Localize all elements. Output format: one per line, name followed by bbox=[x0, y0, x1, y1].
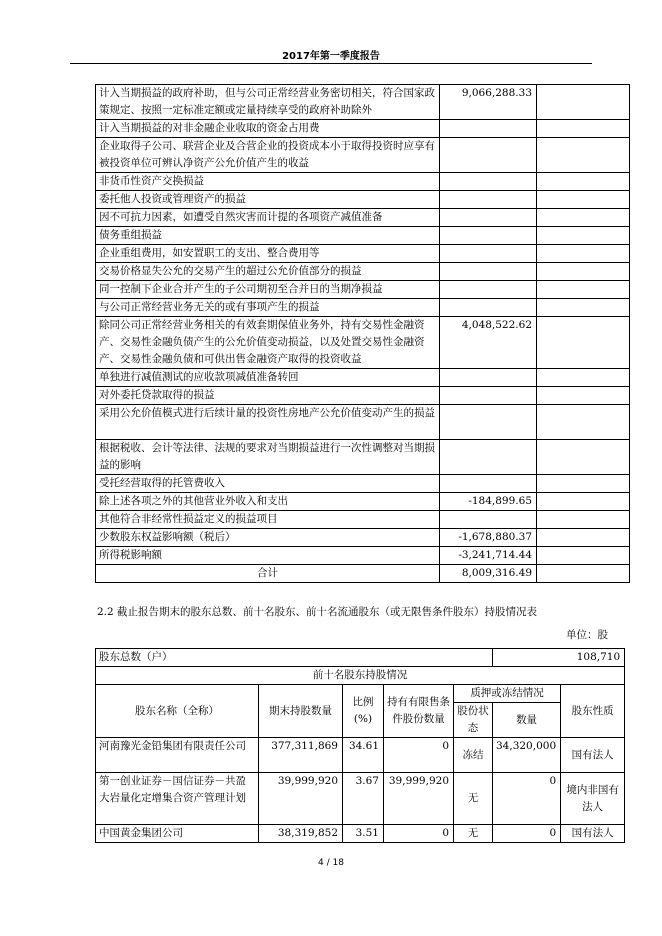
gain-amount bbox=[440, 475, 537, 493]
col-header-nature: 股东性质 bbox=[561, 685, 625, 738]
gain-item: 计入当期损益的政府补助，但与公司正常经营业务密切相关，符合国家政策规定、按照一定标准定额或定量持续享受的政府补助除外 bbox=[96, 85, 440, 120]
shareholders-table bbox=[95, 648, 625, 843]
gain-note bbox=[537, 405, 630, 440]
gain-note bbox=[537, 440, 630, 475]
gain-row bbox=[96, 209, 630, 227]
gain-row bbox=[96, 475, 630, 493]
gain-amount bbox=[440, 405, 537, 440]
shareholder-ratio: 3.51 bbox=[343, 825, 384, 843]
unit-label: 单位：股 bbox=[566, 629, 608, 641]
col-header-name: 股东名称（全称） bbox=[96, 685, 259, 738]
gain-amount bbox=[440, 299, 537, 317]
gain-item: 企业重组费用，如安置职工的支出、整合费用等 bbox=[96, 245, 440, 263]
shareholder-shares: 38,319,852 bbox=[259, 825, 343, 843]
non-recurring-gains-body bbox=[96, 85, 630, 583]
shareholder-restricted: 0 bbox=[384, 825, 454, 843]
col-header-pledge-qty: 数量 bbox=[493, 703, 561, 738]
gain-note bbox=[537, 547, 630, 565]
gain-note bbox=[537, 299, 630, 317]
shareholder-pledge-status: 无 bbox=[454, 825, 493, 843]
gain-row bbox=[96, 440, 630, 475]
gain-row bbox=[96, 173, 630, 191]
gain-item: 所得税影响额 bbox=[96, 547, 440, 565]
gain-item: 除上述各项之外的其他营业外收入和支出 bbox=[96, 493, 440, 511]
gain-amount bbox=[440, 387, 537, 405]
gain-amount bbox=[440, 440, 537, 475]
gain-note bbox=[537, 245, 630, 263]
gain-row bbox=[96, 263, 630, 281]
shareholder-row bbox=[96, 825, 625, 843]
gain-row bbox=[96, 493, 630, 511]
header-row-1 bbox=[96, 685, 625, 703]
gain-note bbox=[537, 120, 630, 138]
gain-item: 同一控制下企业合并产生的子公司期初至合并日的当期净损益 bbox=[96, 281, 440, 299]
gain-amount bbox=[440, 191, 537, 209]
gain-note bbox=[537, 138, 630, 173]
shareholder-total-row bbox=[96, 649, 625, 667]
gain-row bbox=[96, 317, 630, 369]
gain-row bbox=[96, 511, 630, 529]
gain-row bbox=[96, 138, 630, 173]
gain-note bbox=[537, 475, 630, 493]
top10-title: 前十名股东持股情况 bbox=[96, 667, 625, 685]
gain-item: 计入当期损益的对非金融企业收取的资金占用费 bbox=[96, 120, 440, 138]
gain-item: 采用公允价值模式进行后续计量的投资性房地产公允价值变动产生的损益 bbox=[96, 405, 440, 440]
gain-note bbox=[537, 387, 630, 405]
gain-row bbox=[96, 299, 630, 317]
gain-amount bbox=[440, 245, 537, 263]
gain-amount bbox=[440, 281, 537, 299]
gain-row bbox=[96, 281, 630, 299]
gain-amount bbox=[440, 263, 537, 281]
shareholder-nature: 国有法人 bbox=[561, 825, 625, 843]
gain-row bbox=[96, 529, 630, 547]
shareholder-ratio: 34.61 bbox=[343, 738, 384, 773]
gain-row bbox=[96, 405, 630, 440]
col-header-pledge-group: 质押或冻结情况 bbox=[454, 685, 561, 703]
shareholders-body bbox=[96, 738, 625, 843]
gain-amount: 4,048,522.62 bbox=[440, 317, 537, 369]
page-number: 4 / 18 bbox=[318, 858, 344, 868]
gain-note bbox=[537, 493, 630, 511]
gain-item: 对外委托贷款取得的损益 bbox=[96, 387, 440, 405]
gain-note bbox=[537, 281, 630, 299]
gain-row bbox=[96, 191, 630, 209]
shareholder-nature: 境内非国有法人 bbox=[561, 773, 625, 825]
gain-note bbox=[537, 511, 630, 529]
gain-item: 少数股东权益影响额（税后） bbox=[96, 529, 440, 547]
col-header-pledge-status: 股份状态 bbox=[454, 703, 493, 738]
gain-amount bbox=[440, 227, 537, 245]
shareholder-name: 第一创业证券－国信证券－共盈大岩量化定增集合资产管理计划 bbox=[96, 773, 259, 825]
gain-amount: 9,066,288.33 bbox=[440, 85, 537, 120]
col-header-shares: 期末持股数量 bbox=[259, 685, 343, 738]
gain-item: 受托经营取得的托管费收入 bbox=[96, 475, 440, 493]
gain-total-row bbox=[96, 565, 630, 583]
shareholder-shares: 39,999,920 bbox=[259, 773, 343, 825]
shareholder-restricted: 0 bbox=[384, 738, 454, 773]
gain-item: 非货币性资产交换损益 bbox=[96, 173, 440, 191]
col-header-restricted: 持有有限售条件股份数量 bbox=[384, 685, 454, 738]
gain-item: 委托他人投资或管理资产的损益 bbox=[96, 191, 440, 209]
gain-amount bbox=[440, 369, 537, 387]
gain-item: 根据税收、会计等法律、法规的要求对当期损益进行一次性调整对当期损益的影响 bbox=[96, 440, 440, 475]
gain-amount bbox=[440, 209, 537, 227]
shareholder-row bbox=[96, 738, 625, 773]
gain-item: 其他符合非经常性损益定义的损益项目 bbox=[96, 511, 440, 529]
gain-row bbox=[96, 85, 630, 120]
top10-title-row bbox=[96, 667, 625, 685]
shareholder-total-value: 108,710 bbox=[493, 649, 625, 667]
gain-row bbox=[96, 120, 630, 138]
gain-row bbox=[96, 227, 630, 245]
gain-note bbox=[537, 85, 630, 120]
gain-row bbox=[96, 387, 630, 405]
shareholder-pledge-qty: 34,320,000 bbox=[493, 738, 561, 773]
gain-amount bbox=[440, 173, 537, 191]
shareholder-pledge-qty: 0 bbox=[493, 773, 561, 825]
gain-note bbox=[537, 529, 630, 547]
gain-item: 因不可抗力因素，如遭受自然灾害而计提的各项资产减值准备 bbox=[96, 209, 440, 227]
gain-row bbox=[96, 245, 630, 263]
gain-item: 债务重组损益 bbox=[96, 227, 440, 245]
shareholder-pledge-status: 无 bbox=[454, 773, 493, 825]
gain-row bbox=[96, 547, 630, 565]
gain-item: 与公司正常经营业务无关的或有事项产生的损益 bbox=[96, 299, 440, 317]
section-2-2-title: 2.2 截止报告期末的股东总数、前十名股东、前十名流通股东（或无限售条件股东）持股情况表 bbox=[97, 606, 538, 618]
gain-item: 除同公司正常经营业务相关的有效套期保值业务外，持有交易性金融资产、交易性金融负债产生的公允价值变动损益，以及处置交易性金融资产、交易性金融负债和可供出售金融资产取得的投资收益 bbox=[96, 317, 440, 369]
shareholder-shares: 377,311,869 bbox=[259, 738, 343, 773]
gain-note bbox=[537, 227, 630, 245]
gain-item: 单独进行减值测试的应收款项减值准备转回 bbox=[96, 369, 440, 387]
report-header-title: 2017年第一季度报告 bbox=[282, 51, 380, 62]
non-recurring-gains-table bbox=[95, 84, 630, 583]
shareholder-name: 河南豫光金铅集团有限责任公司 bbox=[96, 738, 259, 773]
gain-amount: -1,678,880.37 bbox=[440, 529, 537, 547]
header-divider bbox=[70, 63, 592, 64]
gain-amount bbox=[440, 511, 537, 529]
col-header-ratio: 比例(%) bbox=[343, 685, 384, 738]
gain-item: 交易价格显失公允的交易产生的超过公允价值部分的损益 bbox=[96, 263, 440, 281]
shareholder-total-label: 股东总数（户） bbox=[96, 649, 493, 667]
gain-note bbox=[537, 317, 630, 369]
shareholder-name: 中国黄金集团公司 bbox=[96, 825, 259, 843]
shareholder-ratio: 3.67 bbox=[343, 773, 384, 825]
gain-amount bbox=[440, 138, 537, 173]
gain-note bbox=[537, 369, 630, 387]
gain-amount bbox=[440, 120, 537, 138]
gain-note bbox=[537, 173, 630, 191]
gain-note bbox=[537, 209, 630, 227]
shareholder-restricted: 39,999,920 bbox=[384, 773, 454, 825]
gain-note bbox=[537, 191, 630, 209]
shareholder-row bbox=[96, 773, 625, 825]
shareholder-pledge-qty: 0 bbox=[493, 825, 561, 843]
shareholder-pledge-status: 冻结 bbox=[454, 738, 493, 773]
gain-row bbox=[96, 369, 630, 387]
shareholder-nature: 国有法人 bbox=[561, 738, 625, 773]
gain-total-note bbox=[537, 565, 630, 583]
gain-total-label: 合计 bbox=[96, 565, 440, 583]
gain-total-amount: 8,009,316.49 bbox=[440, 565, 537, 583]
gain-amount: -184,899.65 bbox=[440, 493, 537, 511]
gain-amount: -3,241,714.44 bbox=[440, 547, 537, 565]
gain-item: 企业取得子公司、联营企业及合营企业的投资成本小于取得投资时应享有被投资单位可辨认净资产公允价值产生的收益 bbox=[96, 138, 440, 173]
gain-note bbox=[537, 263, 630, 281]
